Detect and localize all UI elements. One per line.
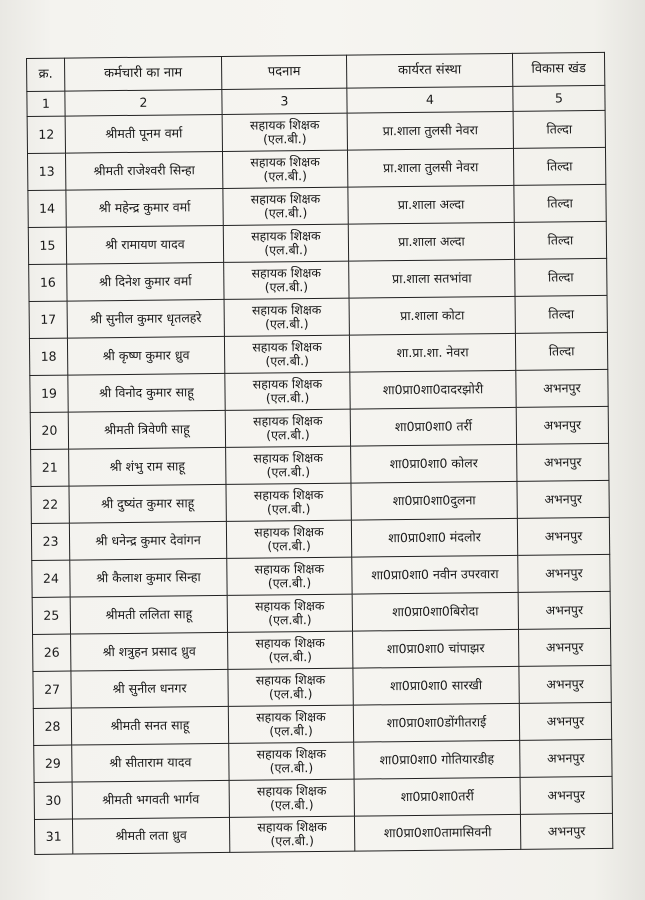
designation-suffix: (एल.बी.) (268, 686, 313, 702)
designation (228, 705, 353, 743)
employee-name: श्रीमती ललिता साहू (70, 595, 227, 634)
designation-title: सहायक शिक्षक (254, 560, 325, 577)
serial-number: 26 (33, 634, 71, 671)
employee-name: श्री धनेन्द्र कुमार देवांगन (69, 521, 226, 560)
designation-suffix: (एल.बी.) (263, 168, 308, 184)
institution: शा0प्रा0शा0 मंदलोर (351, 518, 517, 557)
development-block: अभनपुर (519, 665, 611, 703)
header-designation: पदनाम (221, 55, 346, 89)
designation-title: सहायक शिक्षक (251, 264, 322, 281)
employee-name: श्री कैलाश कुमार सिन्हा (70, 558, 227, 597)
designation (229, 779, 354, 817)
designation-suffix: (एल.बी.) (268, 612, 312, 628)
header-employee-name: कर्मचारी का नाम (65, 56, 222, 91)
development-block: अभनपुर (516, 406, 608, 444)
table-row (33, 628, 611, 671)
designation (225, 372, 350, 410)
designation (227, 594, 352, 632)
serial-number: 15 (28, 227, 66, 264)
column-number: 1 (27, 91, 65, 116)
designation-title: सहायक शिक्षक (253, 449, 323, 466)
serial-number: 19 (30, 375, 68, 412)
designation-title: सहायक शिक्षक (255, 671, 326, 688)
employee-name: श्री रामायण यादव (66, 225, 223, 264)
development-block: तिल्दा (513, 110, 605, 148)
development-block: अभनपुर (517, 480, 609, 518)
designation-suffix: (एल.बी.) (263, 131, 307, 147)
development-block: अभनपुर (516, 369, 608, 407)
designation (224, 298, 349, 336)
serial-number: 24 (32, 560, 70, 597)
development-block: अभनपुर (518, 554, 610, 592)
table-row (33, 702, 611, 745)
designation-suffix: (एल.बी.) (265, 390, 310, 406)
employee-name: श्री दुष्यंत कुमार साहू (69, 484, 226, 523)
employee-name: श्रीमती राजेश्वरी सिन्हा (65, 151, 222, 190)
serial-number: 18 (29, 338, 67, 375)
institution: शा0प्रा0शा0तर्री (354, 777, 520, 816)
column-number: 4 (347, 86, 513, 113)
designation-title: सहायक शिक्षक (257, 818, 327, 835)
designation-suffix: (एल.बी.) (264, 242, 308, 258)
development-block: अभनपुर (517, 443, 609, 481)
serial-number: 25 (32, 597, 70, 634)
column-number: 5 (513, 85, 605, 111)
institution: प्रा.शाला सतभांवा (349, 259, 515, 298)
designation (224, 335, 349, 373)
serial-number: 23 (31, 523, 69, 560)
designation-suffix: (एल.बी.) (268, 649, 313, 665)
designation-suffix: (एल.बी.) (264, 279, 309, 295)
development-block: अभनपुर (519, 702, 611, 740)
serial-number: 16 (29, 264, 67, 301)
serial-number: 13 (28, 153, 66, 190)
designation (226, 520, 351, 558)
designation (224, 261, 349, 299)
employee-name: श्रीमती भगवती भार्गव (72, 780, 229, 819)
table-row (29, 332, 607, 375)
institution: प्रा.शाला तुलसी नेवरा (347, 148, 513, 187)
designation-suffix: (एल.बी.) (270, 797, 314, 813)
designation-suffix: (एल.बी.) (267, 538, 311, 554)
development-block: तिल्दा (514, 184, 606, 222)
institution: शा0प्रा0शा0डोंगीतराई (353, 703, 519, 742)
column-number: 2 (65, 89, 222, 116)
table-row (31, 443, 609, 486)
serial-number: 29 (34, 745, 72, 782)
designation (228, 631, 353, 669)
designation (227, 557, 352, 595)
institution: शा0प्रा0शा0 कोलर (351, 444, 517, 483)
serial-number: 31 (34, 819, 72, 854)
employee-name: श्री महेन्द्र कुमार वर्मा (66, 188, 223, 227)
serial-number: 27 (33, 671, 71, 708)
table-row (28, 221, 606, 264)
designation (222, 113, 347, 151)
designation (223, 224, 348, 262)
table-row (29, 295, 607, 338)
serial-number: 14 (28, 190, 66, 227)
development-block: अभनपुर (519, 628, 611, 666)
development-block: तिल्दा (515, 258, 607, 296)
designation-title: सहायक शिक्षक (250, 153, 320, 170)
employee-name: श्रीमती लता ध्रुव (72, 817, 229, 854)
employee-name: श्री सुनील कुमार धृतलहरे (67, 299, 224, 338)
designation-title: सहायक शिक्षक (254, 597, 325, 614)
designation-title: सहायक शिक्षक (255, 634, 325, 651)
designation-suffix: (एल.बी.) (263, 205, 308, 221)
designation-suffix: (एल.बी.) (269, 723, 313, 739)
table-body (27, 110, 613, 854)
designation-suffix: (एल.बी.) (270, 833, 315, 849)
designation-suffix: (एल.बी.) (267, 575, 312, 591)
institution: शा0प्रा0शा0 सारखी (353, 666, 519, 705)
designation (229, 742, 354, 780)
institution: शा.प्रा.शा. नेवरा (349, 333, 515, 372)
employee-name: श्री शत्रुहन प्रसाद ध्रुव (71, 632, 228, 671)
table-row (30, 369, 608, 412)
development-block: अभनपुर (518, 591, 610, 629)
table-row (34, 739, 612, 782)
serial-number: 21 (31, 449, 69, 486)
designation-title: सहायक शिक्षक (251, 227, 321, 244)
employee-name: श्री दिनेश कुमार वर्मा (67, 262, 224, 301)
header-block: विकास खंड (512, 52, 604, 86)
employee-name: श्री विनोद कुमार साहू (68, 373, 225, 412)
designation (225, 409, 350, 447)
designation (228, 668, 353, 706)
institution: शा0प्रा0शा0 चांपाझर (353, 629, 519, 668)
development-block: अभनपुर (520, 739, 612, 777)
designation-title: सहायक शिक्षक (256, 745, 327, 762)
institution: शा0प्रा0शा0 तर्री (350, 407, 516, 446)
designation (226, 483, 351, 521)
table-row (27, 110, 605, 153)
designation-suffix: (एल.बी.) (269, 760, 314, 776)
employee-name: श्रीमती त्रिवेणी साहू (68, 410, 225, 449)
designation (226, 446, 351, 484)
serial-number: 20 (30, 412, 68, 449)
institution: प्रा.शाला तुलसी नेवरा (347, 111, 513, 150)
institution: शा0प्रा0शा0बिरोदा (352, 592, 518, 631)
designation-suffix: (एल.बी.) (266, 501, 311, 517)
designation-title: सहायक शिक्षक (252, 375, 323, 392)
institution: प्रा.शाला कोटा (349, 296, 515, 335)
employee-name: श्री शंभु राम साहू (69, 447, 226, 486)
development-block: तिल्दा (515, 332, 607, 370)
designation-title: सहायक शिक्षक (252, 338, 322, 355)
designation-title: सहायक शिक्षक (249, 116, 320, 133)
designation-title: सहायक शिक्षक (253, 486, 324, 503)
designation-suffix: (एल.बी.) (264, 316, 309, 332)
development-block: तिल्दा (514, 221, 606, 259)
table-row (32, 591, 610, 634)
designation-suffix: (एल.बी.) (265, 353, 309, 369)
serial-number: 22 (31, 486, 69, 523)
designation-suffix: (एल.बी.) (266, 464, 311, 480)
institution: शा0प्रा0शा0 गोतियारडीह (354, 740, 520, 779)
table-row (31, 517, 609, 560)
table-row (33, 665, 611, 708)
employee-name: श्रीमती सनत साहू (71, 706, 228, 745)
employee-name: श्री सीताराम यादव (72, 743, 229, 782)
table-row (34, 776, 612, 819)
designation-title: सहायक शिक्षक (256, 782, 327, 799)
institution: शा0प्रा0शा0 नवीन उपरवारा (352, 555, 518, 594)
institution: प्रा.शाला अल्दा (348, 185, 514, 224)
designation-title: सहायक शिक्षक (254, 523, 324, 540)
institution: शा0प्रा0शा0दुलना (351, 481, 517, 520)
designation (222, 150, 347, 188)
designation (223, 187, 348, 225)
header-serial: क्र. (27, 58, 65, 91)
designation-title: सहायक शिक्षक (251, 301, 322, 318)
serial-number: 17 (29, 301, 67, 338)
table-row (29, 258, 607, 301)
development-block: तिल्दा (513, 147, 605, 185)
serial-number: 30 (34, 782, 72, 819)
teacher-roster-table (26, 52, 613, 855)
designation-title: सहायक शिक्षक (256, 708, 326, 725)
table-row (34, 813, 612, 854)
serial-number: 12 (27, 116, 65, 153)
institution: प्रा.शाला अल्दा (348, 222, 514, 261)
employee-name: श्रीमती पूनम वर्मा (65, 114, 222, 153)
development-block: अभनपुर (520, 776, 612, 814)
table-row (28, 147, 606, 190)
table-row (28, 184, 606, 227)
table-row (32, 554, 610, 597)
development-block: अभनपुर (520, 813, 612, 849)
institution: शा0प्रा0शा0तामासिवनी (354, 814, 520, 851)
designation-title: सहायक शिक्षक (253, 412, 323, 429)
designation-title: सहायक शिक्षक (250, 190, 321, 207)
serial-number: 28 (33, 708, 71, 745)
institution: शा0प्रा0शा0दादरझोरी (350, 370, 516, 409)
designation-suffix: (एल.बी.) (266, 427, 310, 443)
development-block: तिल्दा (515, 295, 607, 333)
employee-name: श्री कृष्ण कुमार ध्रुव (67, 336, 224, 375)
development-block: अभनपुर (517, 517, 609, 555)
column-number: 3 (222, 88, 347, 114)
header-institution: कार्यरत संस्था (346, 53, 512, 88)
employee-name: श्री सुनील धनगर (71, 669, 228, 708)
table-row (30, 406, 608, 449)
table-row (31, 480, 609, 523)
designation (229, 816, 354, 852)
